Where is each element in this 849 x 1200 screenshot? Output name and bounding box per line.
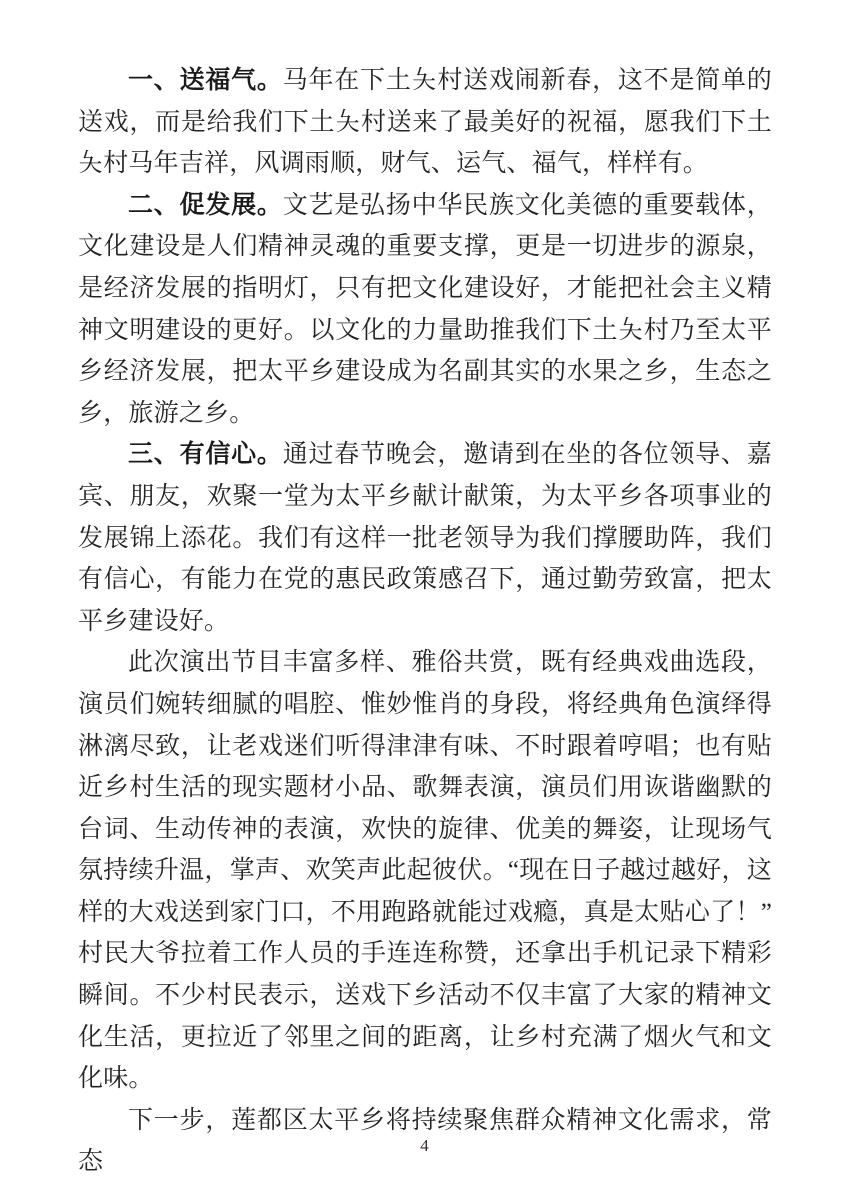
paragraph-heading: 一、送福气。 bbox=[128, 67, 283, 94]
document-body bbox=[78, 60, 772, 1183]
paragraph bbox=[78, 60, 772, 185]
paragraph-heading: 三、有信心。 bbox=[128, 441, 283, 469]
page-number: 4 bbox=[420, 1136, 429, 1155]
paragraph-heading: 二、促发展。 bbox=[128, 191, 283, 219]
paragraph-text: 下一步，莲都区太平乡将持续聚焦群众精神文化需求，常态 bbox=[78, 1106, 772, 1176]
page-footer bbox=[0, 1136, 849, 1156]
paragraph bbox=[78, 185, 772, 435]
paragraph-text: 通过春节晚会，邀请到在坐的各位领导、嘉宾、朋友，欢聚一堂为太平乡献计献策，为太平乡各项事业的发展锦上添花。我们有这样一批老领导为我们撑腰助阵，我们有信心，有能力在党的惠民政策感召下，通过勤劳致富，把太平乡建设好。 bbox=[78, 441, 772, 635]
paragraph-text: 文艺是弘扬中华民族文化美德的重要载体，文化建设是人们精神灵魂的重要支撑，更是一切进步的源泉，是经济发展的指明灯，只有把文化建设好，才能把社会主义精神文明建设的更好。以文化的力量助推我们下土夨村乃至太平乡经济发展，把太平乡建设成为名副其实的水果之乡，生态之乡，旅游之乡。 bbox=[78, 191, 772, 427]
paragraph-text: 此次演出节目丰富多样、雅俗共赏，既有经典戏曲选段，演员们婉转细腻的唱腔、惟妙惟肖的身段，将经典角色演绎得淋漓尽致，让老戏迷们听得津津有味、不时跟着哼唱；也有贴近乡村生活的现实题材小品、歌舞表演，演员们用诙谐幽默的台词、生动传神的表演，欢快的旋律、优美的舞姿，让现场气氛持续升温，掌声、欢笑声此起彼伏。“现在日子越过越好，这样的大戏送到家门口，不用跑路就能过戏瘾，真是太贴心了！”村民大爷拉着工作人员的手连连称赞，还拿出手机记录下精彩瞬间。不少村民表示，送戏下乡活动不仅丰富了大家的精神文化生活，更拉近了邻里之间的距离，让乡村充满了烟火气和文化味。 bbox=[78, 649, 772, 1093]
paragraph bbox=[78, 642, 772, 1100]
paragraph-text: 马年在下土夨村送戏闹新春，这不是简单的送戏，而是给我们下土夨村送来了最美好的祝福，愿我们下土夨村马年吉祥，风调雨顺，财气、运气、福气，样样有。 bbox=[78, 67, 772, 178]
paragraph bbox=[78, 434, 772, 642]
